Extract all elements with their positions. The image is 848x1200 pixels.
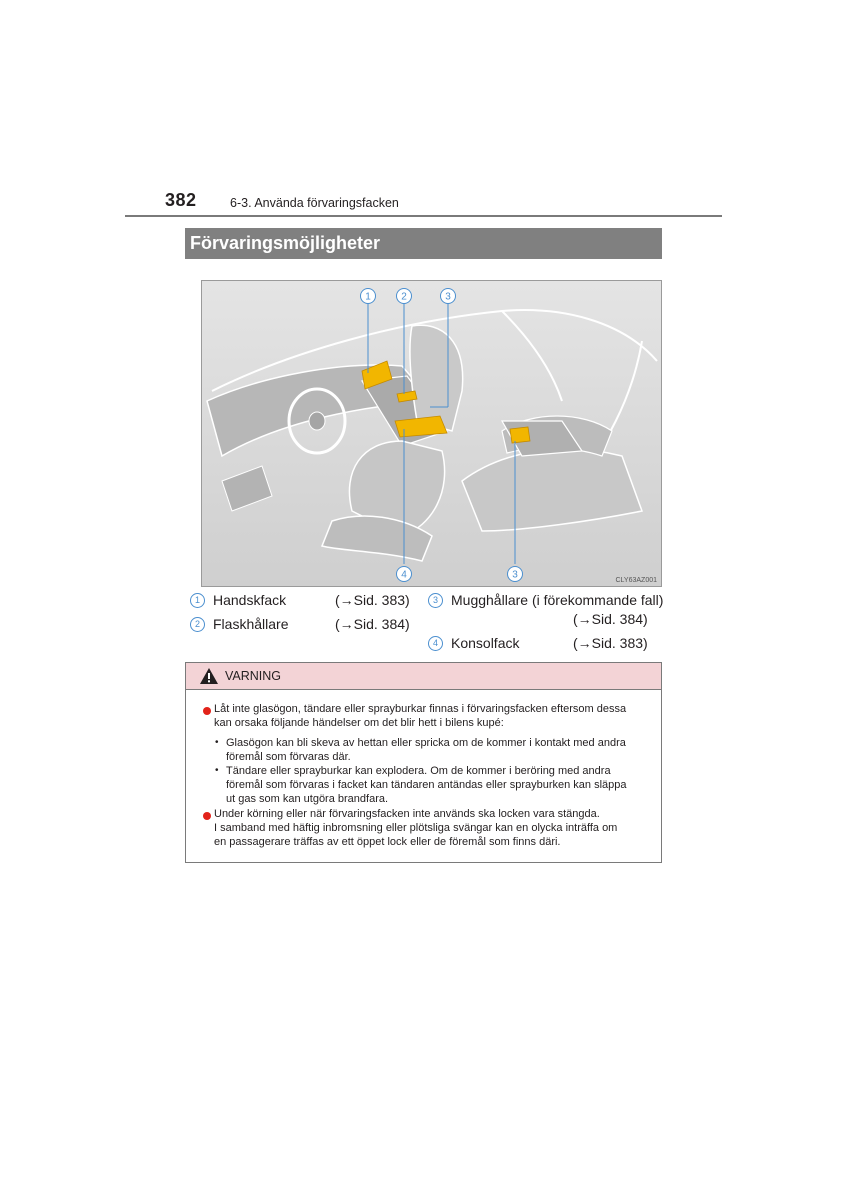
red-bullet-icon bbox=[203, 812, 211, 820]
callout-3-bottom-label: 3 bbox=[512, 569, 518, 581]
warning-sub2-line2: föremål som förvaras i facket kan tändaren antändas eller sprayburken kan släppa bbox=[226, 779, 627, 791]
car-interior-illustration bbox=[201, 280, 662, 587]
warning-item1-line2: kan orsaka följande händelser om det blir hett i bilens kupé: bbox=[214, 717, 504, 729]
legend-number-3: 3 bbox=[428, 593, 443, 608]
warning-sub1-line1: Glasögon kan bli skeva av hettan eller spricka om de kommer i kontakt med andra bbox=[226, 737, 626, 749]
warning-box bbox=[185, 662, 662, 863]
callout-2-top-label: 2 bbox=[401, 291, 407, 303]
legend-number-4: 4 bbox=[428, 636, 443, 651]
legend-number-2: 2 bbox=[190, 617, 205, 632]
legend-label-4: Konsolfack bbox=[451, 635, 520, 651]
warning-title: VARNING bbox=[225, 669, 282, 683]
callout-4-bottom bbox=[397, 567, 412, 582]
section-reference: 6-3. Använda förvaringsfacken bbox=[230, 196, 399, 210]
callout-4-bottom-label: 4 bbox=[401, 569, 407, 581]
legend-label-1: Handskfack bbox=[213, 592, 287, 608]
legend-ref-3: (→Sid. 384) bbox=[573, 611, 648, 627]
red-bullet-icon bbox=[203, 707, 211, 715]
sub-bullet-icon: • bbox=[215, 737, 219, 748]
page-number: 382 bbox=[165, 190, 197, 210]
legend-number-1: 1 bbox=[190, 593, 205, 608]
legend-item-2 bbox=[190, 616, 288, 632]
callout-1-top bbox=[361, 289, 376, 304]
warning-item2-line1: Under körning eller när förvaringsfacken inte används ska locken vara stängda. bbox=[214, 808, 600, 820]
warning-triangle-icon bbox=[199, 667, 219, 685]
legend-item-1 bbox=[190, 592, 286, 608]
warning-item1-line1: Låt inte glasögon, tändare eller sprayburkar finnas i förvaringsfacken eftersom dessa bbox=[214, 703, 627, 715]
warning-item2-line2: I samband med häftig inbromsning eller plötsliga svängar kan en olycka inträffa om bbox=[214, 822, 618, 834]
warning-sub2-line1: Tändare eller sprayburkar kan explodera. Om de kommer i beröring med andra bbox=[226, 765, 611, 777]
warning-sub2-line3: ut gas som kan utgöra brandfara. bbox=[226, 793, 389, 805]
section-title: Förvaringsmöjligheter bbox=[185, 228, 662, 259]
callout-3-top-label: 3 bbox=[445, 291, 451, 303]
legend-label-2: Flaskhållare bbox=[213, 616, 289, 632]
legend-item-4 bbox=[428, 635, 519, 651]
warning-header bbox=[186, 663, 661, 690]
callout-3-bottom bbox=[508, 567, 523, 582]
warning-sub1-line2: föremål som förvaras där. bbox=[226, 751, 351, 763]
header-rule bbox=[125, 215, 722, 217]
legend-ref-1: (→Sid. 383) bbox=[335, 592, 410, 608]
legend-item-3 bbox=[428, 592, 663, 608]
warning-item2-line3: en passagerare träffas av ett öppet lock eller de föremål som finns däri. bbox=[214, 836, 561, 848]
illustration-code: CLY63AZ001 bbox=[615, 577, 657, 584]
callout-1-top-label: 1 bbox=[365, 291, 371, 303]
legend-ref-4: (→Sid. 383) bbox=[573, 635, 648, 651]
sub-bullet-icon: • bbox=[215, 765, 219, 776]
callout-2-top bbox=[397, 289, 412, 304]
legend-ref-2: (→Sid. 384) bbox=[335, 616, 410, 632]
legend-label-3: Mugghållare (i förekommande fall) bbox=[451, 592, 664, 608]
callout-3-top bbox=[441, 289, 456, 304]
